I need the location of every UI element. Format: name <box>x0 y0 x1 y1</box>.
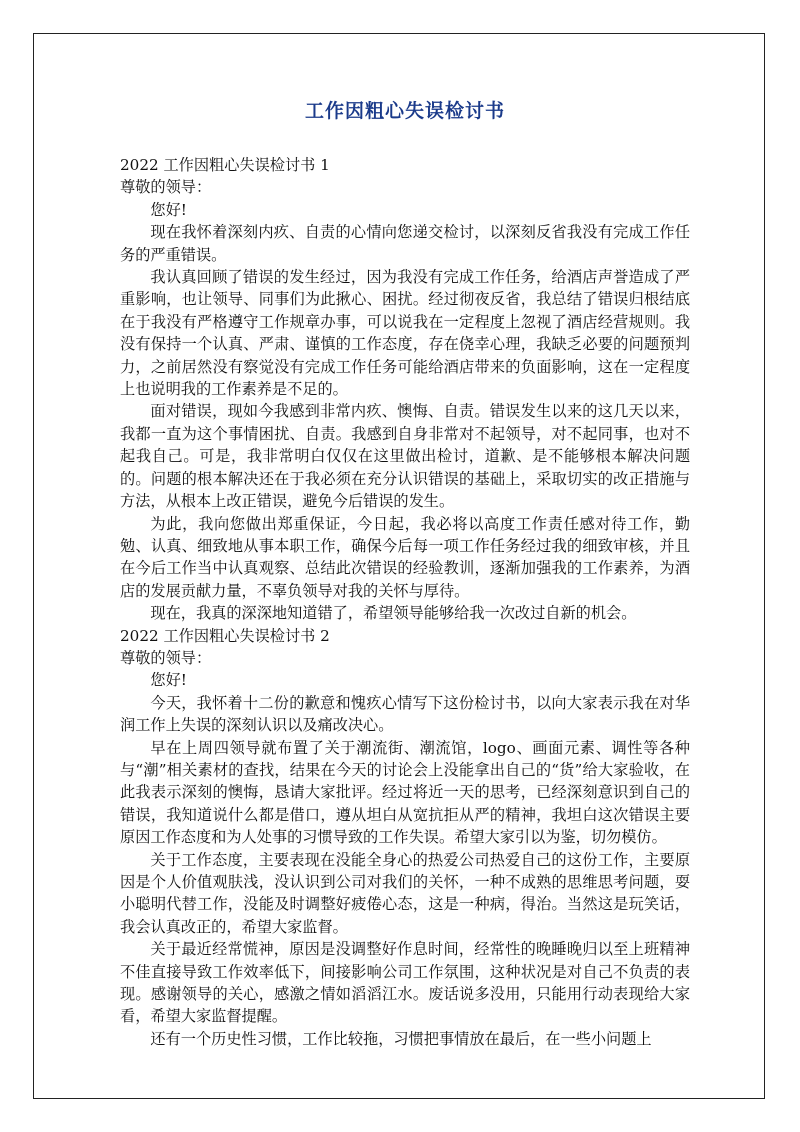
document-body <box>120 98 690 1050</box>
greeting: 您好! <box>150 200 187 219</box>
paragraph: 面对错误，现如今我感到非常内疚、懊悔、自责。错误发生以来的这几天以来，我都一直为这个事情困扰、自责。我感到自身非常对不起领导，对不起同事，也对不起我自己。可是，我非常明白仅仅在这里做出检讨，道歉、是不能够根本解决问题的。问题的根本解决还在于我必须在充分认识错误的基础上，采取切实的改正措施与方法，从根本上改正错误，避免今后错误的发生。 <box>120 402 690 511</box>
paragraph: 今天，我怀着十二份的歉意和愧疚心情写下这份检讨书，以向大家表示我在对华润工作上失误的深刻认识以及痛改决心。 <box>120 693 690 735</box>
salutation: 尊敬的领导： <box>120 178 212 197</box>
paragraph: 关于最近经常慌神，原因是没调整好作息时间，经常性的晚睡晚归以至上班精神不佳直接导致工作效率低下，间接影响公司工作氛围，这种状况是对自己不负责的表现。感谢领导的关心，感激之情如滔滔江水。废话说多没用，只能用行动表现给大家看，希望大家监督提醒。 <box>120 940 690 1026</box>
paragraph: 关于工作态度，主要表现在没能全身心的热爱公司热爱自己的这份工作，主要原因是个人价值观肤浅，没认识到公司对我们的关怀，一种不成熟的思维思考问题，耍小聪明代替工作，没能及时调整好疲倦心态，这是一种病，得治。当然这是玩笑话，我会认真改正的，希望大家监督。 <box>120 850 690 936</box>
paragraph: 为此，我向您做出郑重保证，今日起，我必将以高度工作责任感对待工作，勤勉、认真、细致地从事本职工作，确保今后每一项工作任务经过我的细致审核，并且在今后工作当中认真观察、总结此次错误的经验教训，逐渐加强我的工作素养，为酒店的发展贡献力量，不辜负领导对我的关怀与厚待。 <box>120 514 690 600</box>
paragraph: 早在上周四领导就布置了关于潮流街、潮流馆，logo、画面元素、调性等各种与“潮”相关素材的查找，结果在今天的讨论会上没能拿出自己的“货”给大家验收，在此我表示深刻的懊悔，恳请大家批评。经过将近一天的思考，已经深刻意识到自己的错误，我知道说什么都是借口，遵从坦白从宽抗拒从严的精神，我坦白这次错误主要原因工作态度和为人处事的习惯导致的工作失误。希望大家引以为鉴，切勿模仿。 <box>120 738 690 847</box>
salutation: 尊敬的领导： <box>120 648 212 667</box>
document-title: 工作因粗心失误检讨书 <box>304 100 505 122</box>
paragraph: 还有一个历史性习惯，工作比较拖，习惯把事情放在最后，在一些小问题上 <box>150 1029 652 1048</box>
section-heading: 2022 工作因粗心失误检讨书 2 <box>120 626 330 645</box>
section-2 <box>120 625 690 1051</box>
section-heading: 2022 工作因粗心失误检讨书 1 <box>120 156 330 174</box>
paragraph: 我认真回顾了错误的发生经过，因为我没有完成工作任务，给酒店声誉造成了严重影响，也让领导、同事们为此揪心、困扰。经过彻夜反省，我总结了错误归根结底在于我没有严格遵守工作规章办事，可以说我在一定程度上忽视了酒店经营规则。我没有保持一个认真、严肃、谨慎的工作态度，存在侥幸心理，我缺乏必要的问题预判力，之前居然没有察觉没有完成工作任务可能给酒店带来的负面影响，这在一定程度上也说明我的工作素养是不足的。 <box>120 268 690 399</box>
paragraph: 现在，我真的深深地知道错了，希望领导能够给我一次改过自新的机会。 <box>150 604 637 623</box>
paragraph: 现在我怀着深刻内疚、自责的心情向您递交检讨，以深刻反省我没有完成工作任务的严重错误。 <box>120 223 690 264</box>
section-1 <box>120 154 690 625</box>
greeting: 您好! <box>150 671 187 690</box>
